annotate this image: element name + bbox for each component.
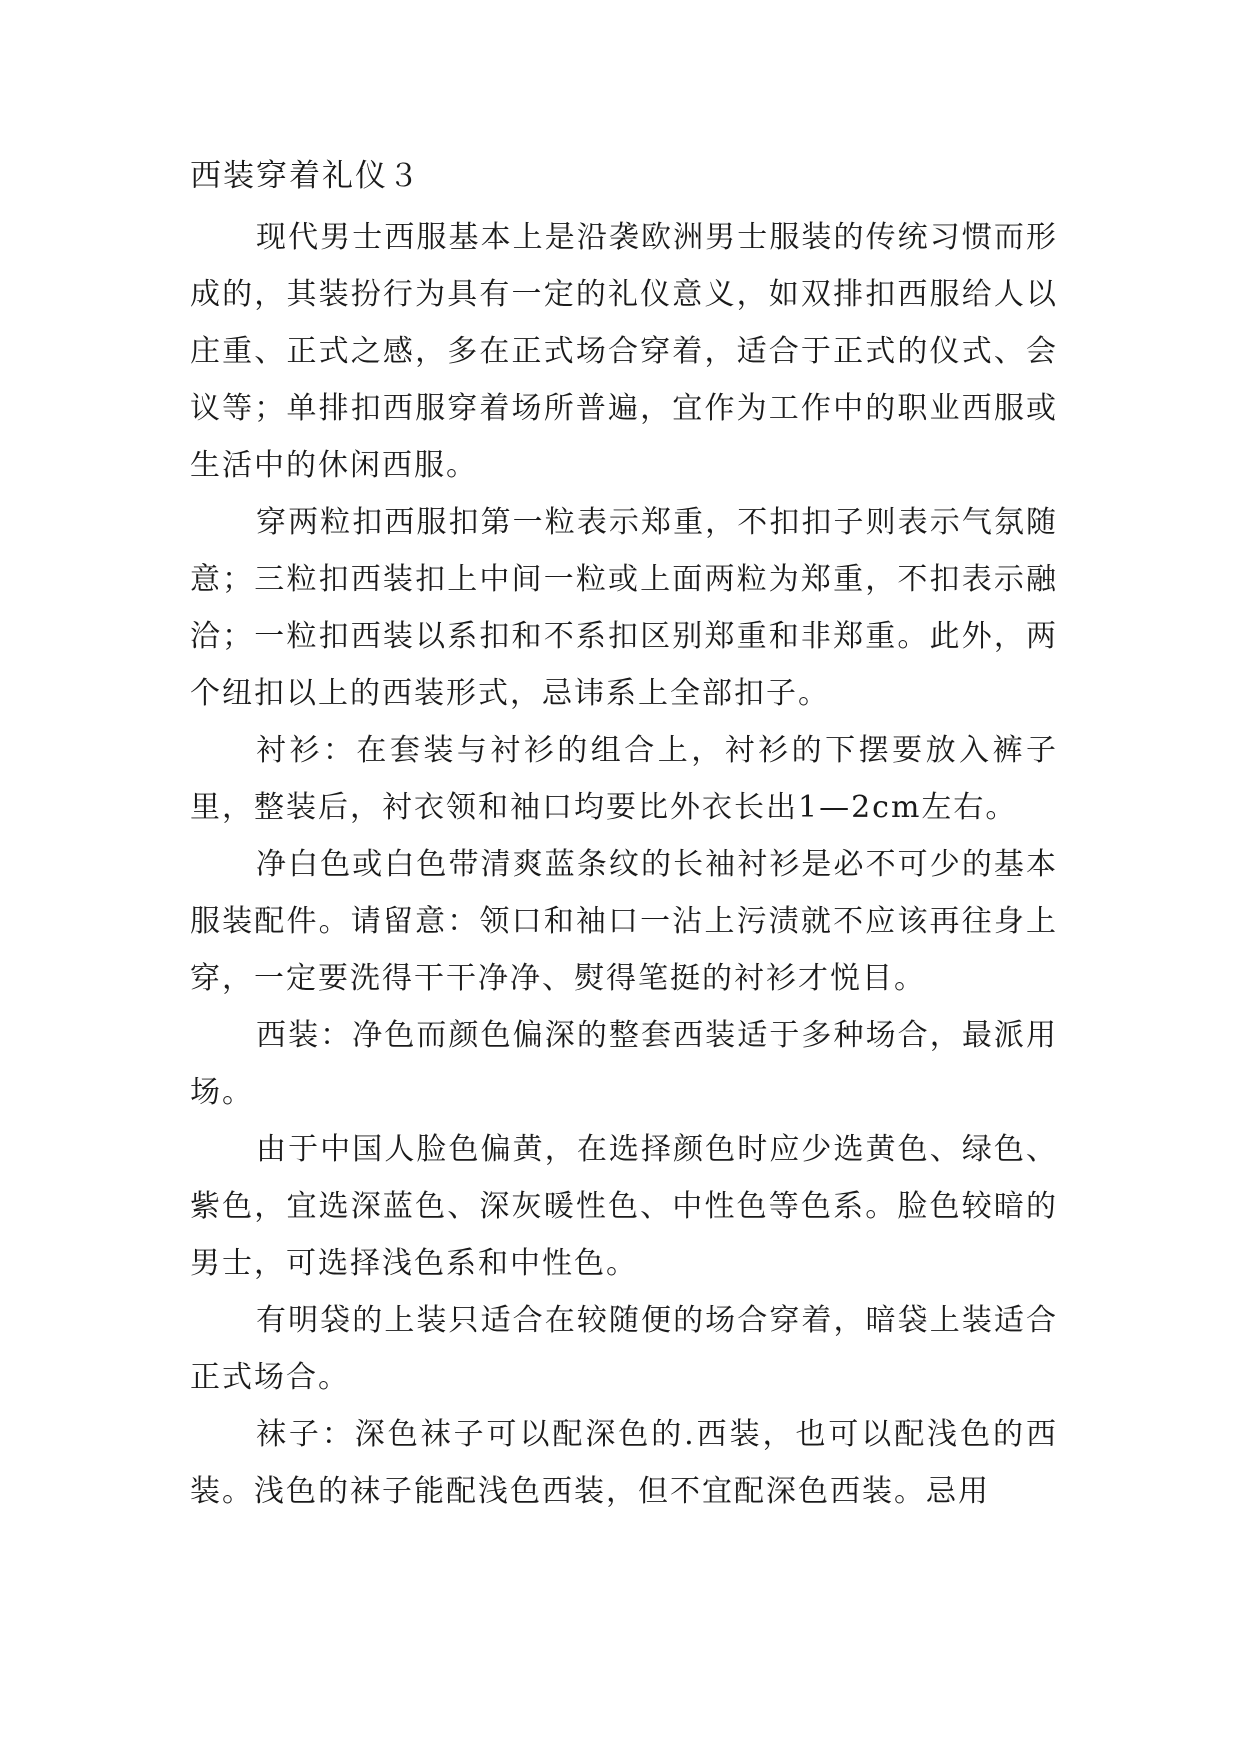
paragraph-pockets: 有明袋的上装只适合在较随便的场合穿着，暗袋上装适合正式场合。 [190,1303,1058,1395]
document-title: 西装穿着礼仪３ [190,158,421,194]
paragraph-suit-history: 现代男士西服基本上是沿袭欧洲男士服装的传统习惯而形成的，其装扮行为具有一定的礼仪意义，如双排扣西服给人以庄重、正式之感，多在正式场合穿着，适合于正式的仪式、会议等；单排扣西服穿着场所普遍，宜作为工作中的职业西服或生活中的休闲西服。 [190,220,1058,483]
paragraph-shirt: 衬衫：在套装与衬衫的组合上，衬衫的下摆要放入裤子里，整装后，衬衣领和袖口均要比外衣长出1—2cm左右。 [190,733,1058,825]
paragraph-white-shirt: 净白色或白色带清爽蓝条纹的长袖衬衫是必不可少的基本服装配件。请留意：领口和袖口一沾上污渍就不应该再往身上穿，一定要洗得干干净净、熨得笔挺的衬衫才悦目。 [190,847,1058,996]
paragraph-suit: 西装：净色而颜色偏深的整套西装适于多种场合，最派用场。 [190,1018,1058,1110]
paragraph-color-choice: 由于中国人脸色偏黄，在选择颜色时应少选黄色、绿色、紫色，宜选深蓝色、深灰暖性色、中性色等色系。脸色较暗的男士，可选择浅色系和中性色。 [190,1132,1058,1281]
paragraph-button-etiquette: 穿两粒扣西服扣第一粒表示郑重，不扣扣子则表示气氛随意；三粒扣西装扣上中间一粒或上面两粒为郑重，不扣表示融洽；一粒扣西装以系扣和不系扣区别郑重和非郑重。此外，两个纽扣以上的西装形式，忌讳系上全部扣子。 [190,505,1058,711]
paragraph-socks: 袜子：深色袜子可以配深色的.西装，也可以配浅色的西装。浅色的袜子能配浅色西装，但不宜配深色西装。忌用 [190,1417,1058,1509]
document-body [190,157,1058,1520]
